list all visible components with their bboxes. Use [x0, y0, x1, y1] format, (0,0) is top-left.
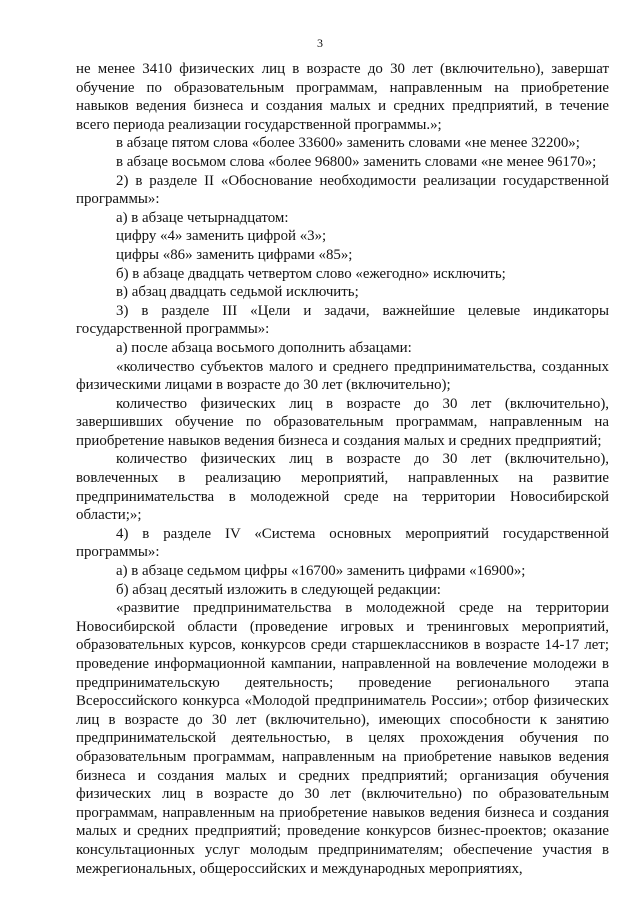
paragraph-amendment: в абзаце пятом слова «более 33600» заменить словами «не менее 32200»; — [116, 135, 580, 152]
paragraph-subitem: а) после абзаца восьмого дополнить абзацами: — [116, 339, 412, 356]
paragraph-section-ii: 2) в разделе II «Обоснование необходимости реализации государственной программы»: — [76, 172, 609, 208]
paragraph-section-iii: 3) в разделе III «Цели и задачи, важнейшие целевые индикаторы государственной программы»: — [76, 302, 609, 338]
paragraph-subitem: цифры «86» заменить цифрами «85»; — [116, 246, 353, 263]
document-body — [76, 60, 609, 878]
paragraph-quoted: «количество субъектов малого и среднего предпринимательства, созданных физическими лицами в возрасте до 30 лет (включительно); — [76, 358, 609, 394]
paragraph-subitem: б) абзац десятый изложить в следующей редакции: — [116, 581, 441, 598]
paragraph-subitem: а) в абзаце четырнадцатом: — [116, 209, 289, 226]
paragraph-section-iv: 4) в разделе IV «Система основных мероприятий государственной программы»: — [76, 525, 609, 561]
paragraph-quoted: количество физических лиц в возрасте до 30 лет (включительно), вовлеченных в реализацию мероприятий, направленных на развитие предпринимательства в молодежной среде на территории Новосибирской области;»; — [76, 451, 609, 524]
paragraph-subitem: а) в абзаце седьмом цифры «16700» заменить цифрами «16900»; — [116, 563, 526, 580]
paragraph-quoted: «развитие предпринимательства в молодежной среде на территории Новосибирской области (проведение игровых и тренинговых мероприятий, образовательных курсов, конкурсов среди старшеклассников в возрасте 14-17 лет; проведение информационной кампании, направленной на вовлечение молодежи в предпринимательскую деятельность; проведение регионального этапа Всероссийского конкурса «Молодой предприниматель России»; отбор физических лиц в возрасте до 30 лет (включительно), имеющих способности к занятию предпринимательской деятельностью, в целях прохождения обучения по образовательным программам, направленным на приобретение навыков ведения бизнеса и создания малых и средних предприятий; организация обучения физических лиц в возрасте до 30 лет (включительно) по образовательным программам, направленным на приобретение навыков ведения бизнеса и создания малых и средних предприятий; проведение конкурсов бизнес-проектов; оказание консультационных услуг молодым предпринимателям; обеспечение участия в межрегиональных, общероссийских и международных мероприятиях, — [76, 600, 609, 877]
page-number: 3 — [317, 36, 323, 50]
paragraph-quoted: количество физических лиц в возрасте до 30 лет (включительно), завершивших обучение по образовательным программам, направленным на приобретение навыков ведения бизнеса и создания малых и средних предприятий; — [76, 395, 609, 449]
paragraph-subitem: б) в абзаце двадцать четвертом слово «ежегодно» исключить; — [116, 265, 506, 282]
paragraph-continuation: не менее 3410 физических лиц в возрасте до 30 лет (включительно), завершат обучение по образовательным программам, направленным на приобретение навыков ведения бизнеса и создания малых и средних предприятий, в течение всего периода реализации государственной программы.»; — [76, 61, 609, 133]
paragraph-subitem: в) абзац двадцать седьмой исключить; — [116, 284, 359, 301]
paragraph-subitem: цифру «4» заменить цифрой «3»; — [116, 228, 327, 245]
paragraph-amendment: в абзаце восьмом слова «более 96800» заменить словами «не менее 96170»; — [116, 153, 597, 170]
